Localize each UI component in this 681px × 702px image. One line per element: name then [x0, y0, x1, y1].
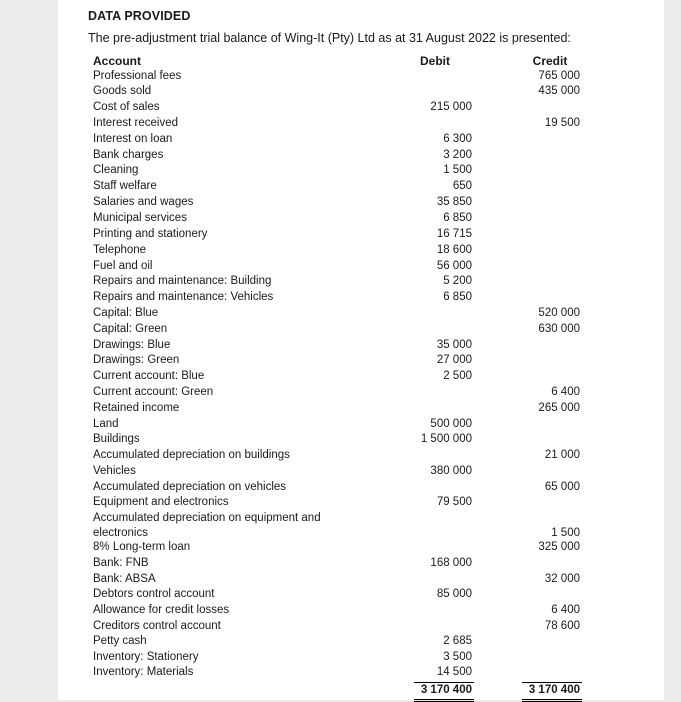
- table-row: [58, 495, 664, 511]
- table-row: [58, 556, 664, 572]
- account-name: [93, 448, 290, 463]
- credit-value: 65 000: [544, 481, 580, 493]
- table-row: [58, 385, 664, 401]
- account-name: [93, 338, 170, 353]
- account-name: [93, 274, 271, 289]
- debit-value: 6 850: [443, 212, 472, 224]
- account-name-text: Allowance for credit losses: [93, 604, 230, 616]
- debit-value: 215 000: [430, 101, 472, 113]
- account-name-text: Vehicles: [93, 465, 136, 477]
- account-name-text: Bank charges: [93, 149, 164, 161]
- table-row: [58, 665, 664, 681]
- account-name-text: Inventory: Materials: [93, 666, 194, 678]
- account-name-text: Fuel and oil: [93, 260, 153, 272]
- debit-value: 2 500: [443, 370, 472, 382]
- account-name-text: Repairs and maintenance: Building: [93, 275, 272, 287]
- credit-value: 1 500: [551, 527, 580, 539]
- debit-value: 85 000: [436, 588, 472, 600]
- account-name: [93, 619, 221, 634]
- debit-value: 35 850: [436, 196, 472, 208]
- table-row: [58, 572, 664, 588]
- account-name-text: Telephone: [93, 244, 147, 256]
- table-row: [58, 179, 664, 195]
- account-name-text: Equipment and electronics: [93, 496, 229, 508]
- table-row: [58, 306, 664, 322]
- credit-value: 765 000: [538, 70, 580, 82]
- table-row: [58, 116, 664, 132]
- account-name-text: Goods sold: [93, 85, 152, 97]
- debit-value: 1 500: [443, 164, 472, 176]
- account-name: [93, 211, 187, 226]
- table-row: [58, 432, 664, 448]
- account-name: [93, 480, 286, 495]
- account-name-text: Bank: FNB: [93, 557, 149, 569]
- credit-value: 78 600: [544, 620, 580, 632]
- account-name: [93, 353, 179, 368]
- account-name: [93, 401, 179, 416]
- account-name-text-line2: electronics: [93, 527, 148, 539]
- account-name-text: Capital: Green: [93, 323, 168, 335]
- account-name: [93, 306, 158, 321]
- account-name-text: Accumulated depreciation on equipment and: [93, 512, 321, 524]
- account-name: [93, 385, 213, 400]
- debit-value: 5 200: [443, 275, 472, 287]
- debit-value: 1 500 000: [420, 433, 472, 445]
- table-row: [58, 448, 664, 464]
- credit-value: 32 000: [544, 573, 580, 585]
- debit-value: 3 500: [443, 651, 472, 663]
- account-name: [93, 259, 152, 274]
- table-row: [58, 148, 664, 164]
- table-row: [58, 211, 664, 227]
- table-row: [58, 417, 664, 433]
- account-name: [93, 417, 119, 432]
- account-name: [93, 464, 136, 479]
- table-row: [58, 511, 664, 539]
- debit-value: 168 000: [430, 557, 472, 569]
- account-name: [93, 322, 167, 337]
- table-row: [58, 290, 664, 306]
- table-row: [58, 259, 664, 275]
- credit-value: 21 000: [544, 449, 580, 461]
- account-name-text: Petty cash: [93, 635, 147, 647]
- table-row: [58, 84, 664, 100]
- account-name-text: Municipal services: [93, 212, 187, 224]
- account-name-text: Current account: Blue: [93, 370, 205, 382]
- account-name-text: Salaries and wages: [93, 196, 194, 208]
- debit-value: 650: [452, 180, 472, 192]
- credit-value: 6 400: [551, 604, 580, 616]
- account-name-text: Cost of sales: [93, 101, 160, 113]
- account-name: [93, 369, 204, 384]
- debit-value: 3 200: [443, 149, 472, 161]
- account-name: [93, 432, 140, 447]
- account-name: [93, 572, 156, 587]
- account-name: [93, 603, 229, 618]
- debit-value: 6 850: [443, 291, 472, 303]
- table-row: [58, 603, 664, 619]
- account-name: [93, 650, 198, 665]
- column-header-credit: Credit: [532, 54, 568, 68]
- account-name-text: Bank: ABSA: [93, 573, 156, 585]
- account-name-text: Current account: Green: [93, 386, 214, 398]
- account-name: [93, 243, 146, 258]
- account-name-text: Inventory: Stationery: [93, 651, 199, 663]
- credit-value: 435 000: [538, 85, 580, 97]
- debit-value: 18 600: [436, 244, 472, 256]
- credit-value: 520 000: [538, 307, 580, 319]
- table-row: [58, 69, 664, 85]
- section-heading: DATA PROVIDED: [88, 9, 191, 23]
- account-name-text: Drawings: Green: [93, 354, 180, 366]
- table-row: [58, 540, 664, 556]
- table-row: [58, 587, 664, 603]
- table-row: [58, 338, 664, 354]
- account-name: [93, 163, 138, 178]
- table-row: [58, 163, 664, 179]
- account-name-text: Debtors control account: [93, 588, 215, 600]
- debit-value: 6 300: [443, 133, 472, 145]
- account-name-text: Accumulated depreciation on vehicles: [93, 481, 287, 493]
- column-header-debit: Debit: [420, 54, 450, 68]
- account-name-text: Creditors control account: [93, 620, 221, 632]
- account-name-text: Printing and stationery: [93, 228, 208, 240]
- table-row: [58, 274, 664, 290]
- account-name: [93, 556, 149, 571]
- account-name-text: Staff welfare: [93, 180, 157, 192]
- account-name: [93, 69, 181, 84]
- account-name: [93, 100, 159, 115]
- totals-row: [58, 683, 664, 699]
- account-name: [93, 132, 172, 147]
- debit-value: 16 715: [436, 228, 472, 240]
- debit-value: 27 000: [436, 354, 472, 366]
- account-name: [93, 540, 190, 555]
- table-row: [58, 401, 664, 417]
- table-row: [58, 322, 664, 338]
- table-row: [58, 634, 664, 650]
- account-name: [93, 665, 193, 680]
- intro-text: The pre-adjustment trial balance of Wing-It (Pty) Ltd as at 31 August 2022 is presented:: [88, 31, 571, 45]
- account-name: [93, 116, 178, 131]
- account-name-text: Interest on loan: [93, 133, 173, 145]
- credit-value: 265 000: [538, 402, 580, 414]
- total-credit: 3 170 400: [528, 684, 580, 696]
- account-name-text: Accumulated depreciation on buildings: [93, 449, 290, 461]
- debit-value: 56 000: [436, 260, 472, 272]
- table-row: [58, 464, 664, 480]
- account-name: [93, 495, 229, 510]
- debit-value: 380 000: [430, 465, 472, 477]
- table-row: [58, 195, 664, 211]
- table-row: [58, 480, 664, 496]
- account-name: [93, 511, 321, 541]
- table-row: [58, 227, 664, 243]
- account-name: [93, 227, 207, 242]
- account-name-text: 8% Long-term loan: [93, 541, 191, 553]
- account-name: [93, 84, 151, 99]
- account-name: [93, 179, 157, 194]
- debit-value: 2 685: [443, 635, 472, 647]
- debit-value: 79 500: [436, 496, 472, 508]
- table-row: [58, 619, 664, 635]
- account-name: [93, 195, 193, 210]
- credit-value: 19 500: [544, 117, 580, 129]
- account-name-text: Buildings: [93, 433, 140, 445]
- debit-value: 35 000: [436, 339, 472, 351]
- table-row: [58, 369, 664, 385]
- account-name-text: Drawings: Blue: [93, 339, 171, 351]
- credit-value: 6 400: [551, 386, 580, 398]
- debit-value: 500 000: [430, 418, 472, 430]
- account-name: [93, 587, 214, 602]
- account-name-text: Interest received: [93, 117, 179, 129]
- account-name-text: Repairs and maintenance: Vehicles: [93, 291, 274, 303]
- table-row: [58, 100, 664, 116]
- credit-value: 630 000: [538, 323, 580, 335]
- credit-value: 325 000: [538, 541, 580, 553]
- total-debit: 3 170 400: [420, 684, 472, 696]
- account-name-text: Cleaning: [93, 164, 139, 176]
- table-row: [58, 132, 664, 148]
- column-header-account: Account: [93, 54, 141, 68]
- document-page: [58, 0, 664, 700]
- account-name-text: Retained income: [93, 402, 180, 414]
- account-name-text: Land: [93, 418, 119, 430]
- account-name: [93, 634, 147, 649]
- table-row: [58, 353, 664, 369]
- account-name-text: Professional fees: [93, 70, 182, 82]
- account-name: [93, 148, 163, 163]
- table-row: [58, 243, 664, 259]
- debit-value: 14 500: [436, 666, 472, 678]
- account-name: [93, 290, 273, 305]
- account-name-text: Capital: Blue: [93, 307, 159, 319]
- table-row: [58, 650, 664, 666]
